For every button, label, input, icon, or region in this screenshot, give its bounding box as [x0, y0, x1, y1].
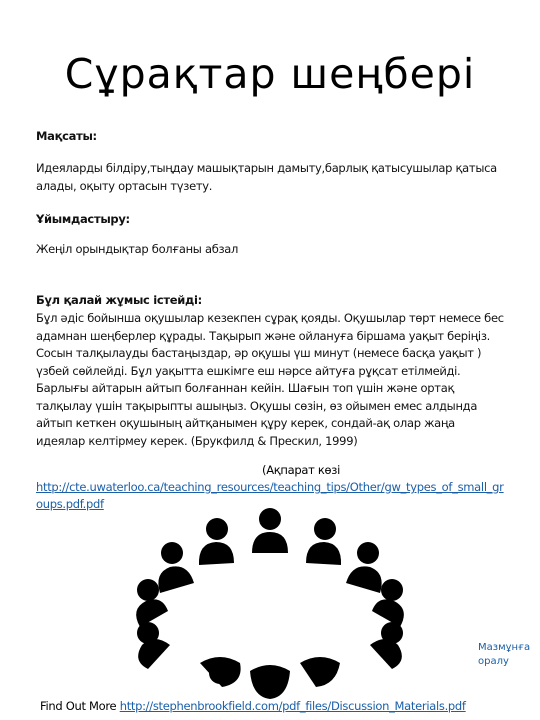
- footer: [40, 699, 466, 713]
- page-title: Сұрақтар шеңбері: [64, 50, 476, 98]
- footer-link[interactable]: http://stephenbrookfield.com/pdf_files/Discussion_Materials.pdf: [119, 699, 466, 713]
- source-label: (Ақпарат көзі: [262, 463, 340, 477]
- organization-text: Жеңіл орындықтар болғаны абзал: [36, 242, 239, 256]
- purpose-heading: Мақсаты:: [36, 129, 97, 143]
- back-to-contents-link[interactable]: Мазмұнға оралу: [478, 642, 531, 667]
- purpose-text: Идеяларды білдіру,тыңдау машықтарын дамыту,барлық қатысушылар қатыса алады, оқыту ортасын түзету.: [36, 161, 497, 193]
- source-link[interactable]: http://cte.uwaterloo.ca/teaching_resources/teaching_tips/Other/gw_types_of_small_groups.pdf.pdf: [36, 480, 504, 511]
- people-circle-icon: [0, 505, 540, 710]
- how-it-works-heading: Бұл қалай жұмыс істейді:: [36, 293, 202, 307]
- how-it-works-text: Бұл әдіс бойынша оқушылар кезекпен сұрақ қояды. Оқушылар төрт немесе бес адамнан шеңберлер құрады. Тақырып және ойлануға біршама уақыт беріңіз. Сосын талқылауды бастаңыздар, әр оқушы үш минут (немесе басқа уақыт ) үзбей сөйлейді. Бұл уақытта ешкімге еш нәрсе айтуға рұқсат етілмейді. Барлығы айтарын айтып болғаннан кейін. Шағын топ үшін және ортақ талқылау үшін тақырыпты ашыңыз. Оқушы сөзін, өз ойымен емес алдында айтып кеткен оқушының айтқанымен құру керек, сондай-ақ олар жаңа идеялар келтірмеу керек. (Брукфилд & Прескил, 1999): [36, 311, 504, 448]
- organization-heading: Ұйымдастыру:: [36, 212, 130, 226]
- people-figures: [136, 508, 404, 699]
- footer-prefix: Find Out More: [40, 699, 117, 713]
